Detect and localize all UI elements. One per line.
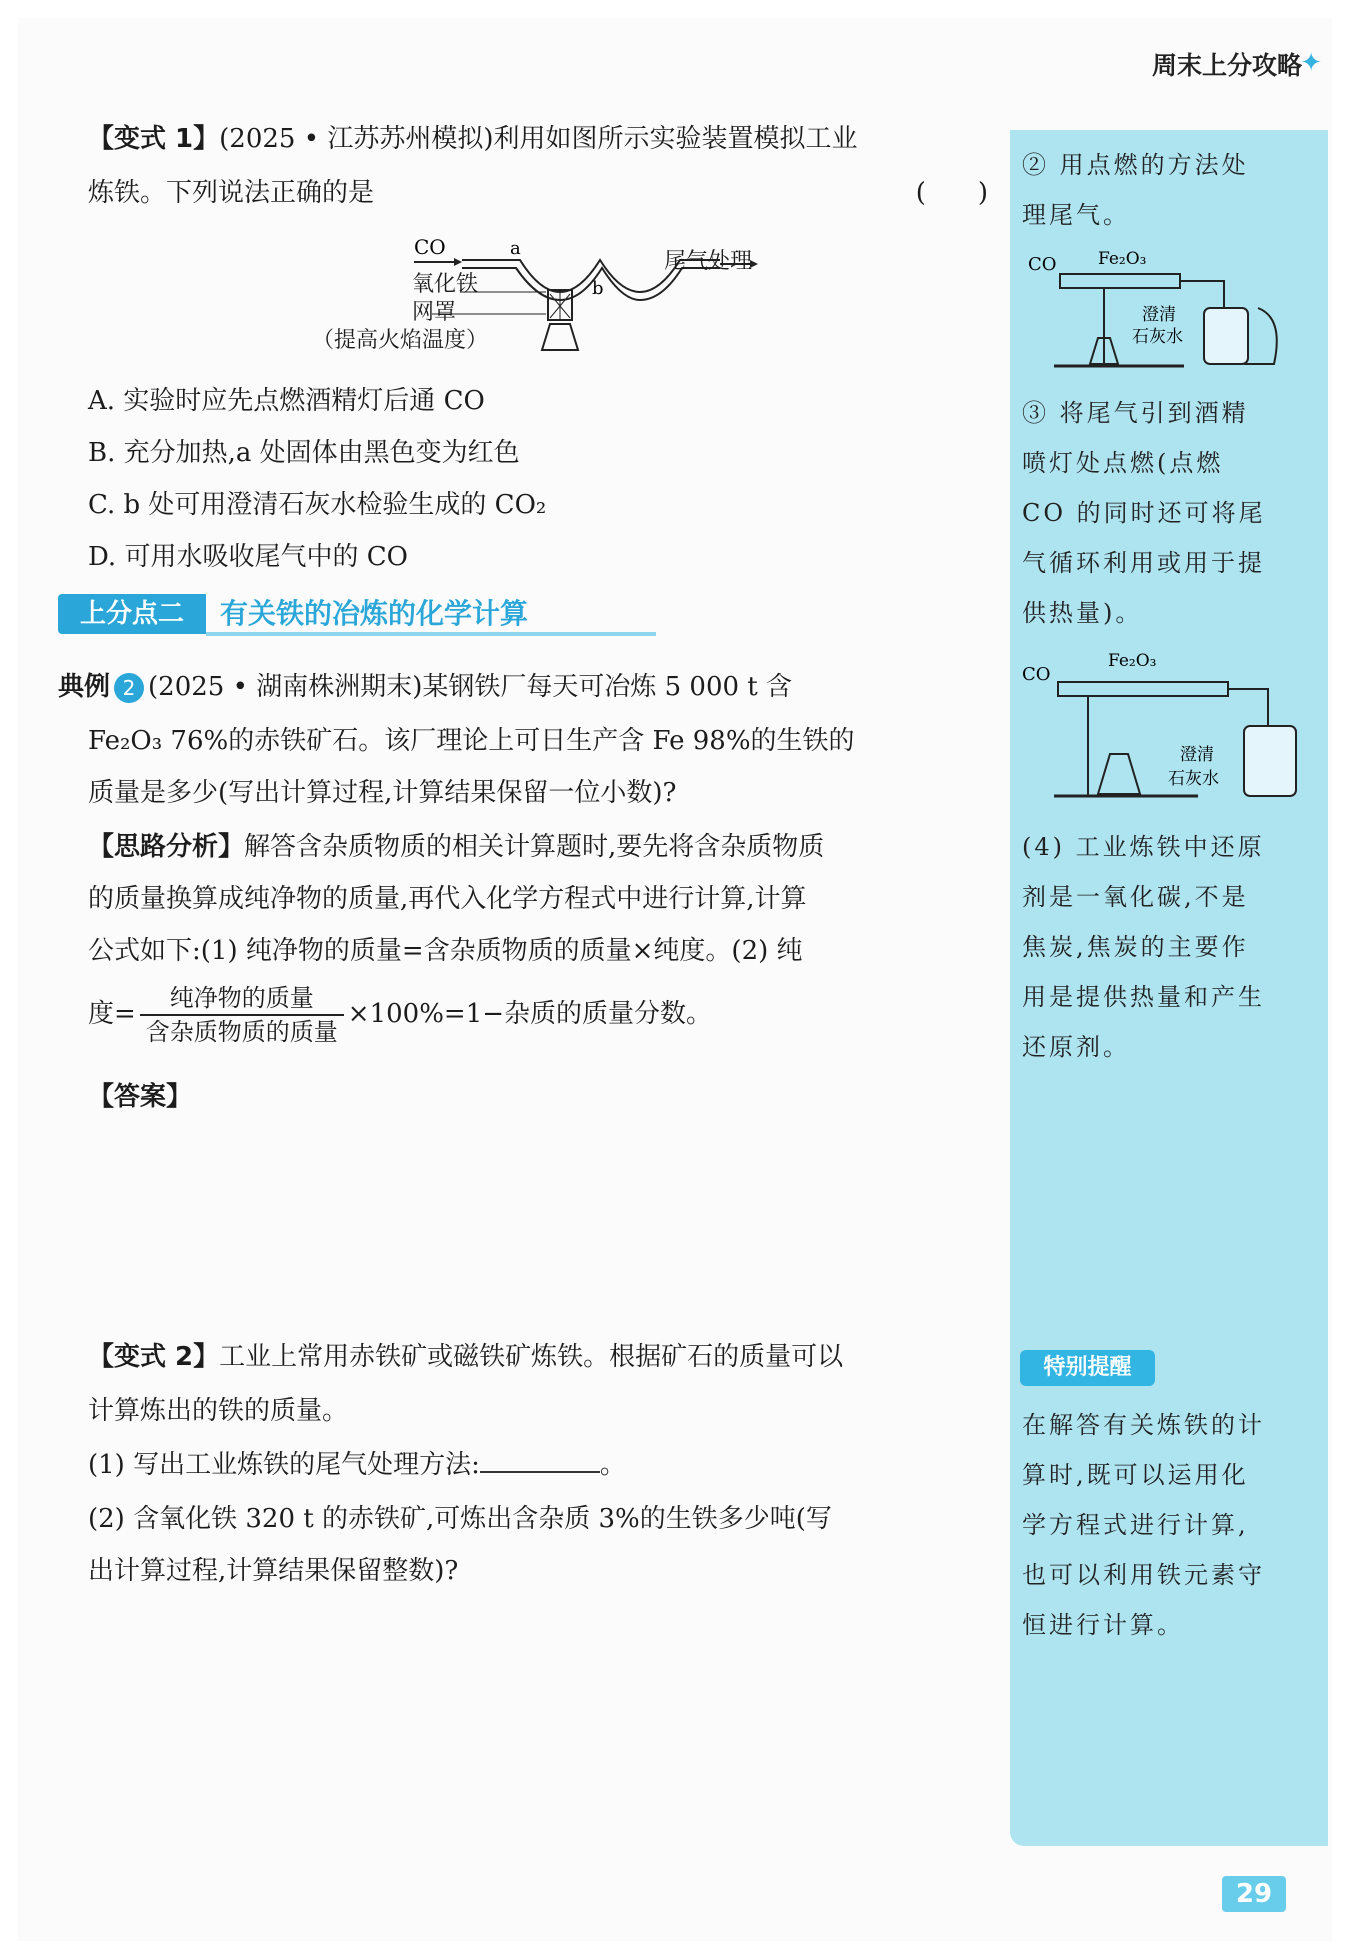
sb-fig1-pipe [1180, 281, 1224, 308]
example-label: 典例 [58, 672, 111, 702]
variant1-stem-line2 [88, 172, 988, 209]
sidebar-p2 [1022, 388, 1322, 638]
variant1-stem1: 利用如图所示实验装置模拟工业 [493, 124, 858, 154]
variant1-stem2: 炼铁。下列说法正确的是 [88, 178, 375, 208]
analysis-line1 [88, 826, 988, 863]
variant2-tag: 【变式 2】 [88, 1342, 220, 1372]
sb-fig2-bottle [1244, 726, 1296, 796]
analysis-pre: 度= [88, 999, 136, 1029]
sidebar-p3 [1022, 822, 1322, 1072]
fig-mesh-label: 网罩 [412, 300, 457, 325]
alcohol-lamp [542, 324, 578, 350]
variant2-line2: 计算炼出的铁的质量。 [88, 1396, 349, 1426]
banner-underline [206, 632, 656, 636]
analysis-line3: 公式如下:(1) 纯净物的质量=含杂质物质的质量×纯度。(2) 纯 [88, 936, 803, 966]
variant2-q2b: 出计算过程,计算结果保留整数)? [88, 1556, 459, 1586]
sparkle-icon: ✦ [1300, 48, 1322, 78]
purity-fraction [140, 982, 344, 1048]
sidebar-p2-line1: ③ 将尾气引到酒精 [1022, 399, 1249, 427]
sb-fig2-lime1: 澄清 [1180, 745, 1214, 765]
example-number: 2 [114, 673, 144, 703]
header-title: 周末上分攻略 [1151, 51, 1302, 80]
sb-fig2-burner [1098, 754, 1140, 794]
section-tag: 上分点二 [58, 594, 206, 634]
sidebar-figure-1 [1024, 248, 1314, 378]
sidebar-figure-2 [1018, 646, 1308, 806]
sidebar-p2-line4: 气循环利用或用于提 [1022, 549, 1265, 577]
answer-paren: ( ) [915, 178, 988, 208]
fig-a-label: a [510, 238, 521, 259]
option-c: C. b 处可用澄清石灰水检验生成的 CO₂ [88, 490, 547, 520]
sidebar-p4-line1: 在解答有关炼铁的计 [1022, 1411, 1265, 1439]
sidebar-p3-line5: 还原剂。 [1022, 1033, 1130, 1061]
example-line2: Fe₂O₃ 76%的赤铁矿石。该厂理论上可日生产含 Fe 98%的生铁的 [88, 726, 855, 756]
fraction-numerator: 纯净物的质量 [140, 982, 344, 1016]
sidebar-p1-line2: 理尾气。 [1022, 201, 1130, 229]
sidebar-p3-line4: 用是提供热量和产生 [1022, 983, 1265, 1011]
co-arrow-head [454, 258, 462, 266]
sidebar-p4-line5: 恒进行计算。 [1022, 1611, 1184, 1639]
sidebar-p3-line2: 剂是一氧化碳,不是 [1022, 883, 1249, 911]
option-b: B. 充分加热,a 处固体由黑色变为红色 [88, 438, 520, 468]
q1-end: 。 [599, 1450, 626, 1480]
example-line1 [58, 666, 958, 703]
analysis-text1: 解答含杂质物质的相关计算题时,要先将含杂质物质 [244, 832, 825, 862]
fig-mesh-note: （提高火焰温度） [312, 328, 489, 353]
sb-fig1-tube [1060, 274, 1180, 288]
mesh-pattern [550, 290, 570, 320]
analysis-tag: 【思路分析】 [88, 832, 245, 862]
example-line3: 质量是多少(写出计算过程,计算结果保留一位小数)? [88, 778, 677, 808]
q1-text: (1) 写出工业炼铁的尾气处理方法: [88, 1450, 480, 1480]
sidebar-p3-line3: 焦炭,焦炭的主要作 [1022, 933, 1249, 961]
variant1-source: (2025 • 江苏苏州模拟) [219, 124, 494, 154]
sb-fig1-co: CO [1028, 254, 1057, 275]
sidebar-p4 [1022, 1400, 1322, 1650]
sb-fig2-pipe [1228, 689, 1268, 726]
analysis-line2: 的质量换算成纯净物的质量,再代入化学方程式中进行计算,计算 [88, 884, 807, 914]
sidebar-p1-line1: ② 用点燃的方法处 [1022, 151, 1249, 179]
answer-tag: 【答案】 [88, 1082, 193, 1112]
sb-fig2-tube [1058, 682, 1228, 696]
variant1-tag: 【变式 1】 [88, 124, 220, 154]
sb-fig2-fe2o3: Fe₂O₃ [1108, 651, 1157, 671]
fig-b-label: b [592, 278, 604, 299]
section-title: 有关铁的冶炼的化学计算 [220, 597, 529, 630]
sidebar-p4-line4: 也可以利用铁元素守 [1022, 1561, 1265, 1589]
sb-fig1-lime2: 石灰水 [1132, 327, 1183, 347]
sidebar-p1 [1022, 140, 1322, 240]
variant2-stem1: 工业上常用赤铁矿或磁铁矿炼铁。根据矿石的质量可以 [219, 1342, 844, 1372]
q1-answer-blank[interactable] [480, 1447, 600, 1473]
variant2-line1 [88, 1336, 988, 1373]
fig-co-label: CO [414, 235, 446, 259]
sidebar-p2-line5: 供热量)。 [1022, 599, 1143, 627]
sb-fig1-fe2o3: Fe₂O₃ [1098, 249, 1147, 269]
special-reminder-tag: 特别提醒 [1020, 1350, 1155, 1386]
page-number: 29 [1222, 1876, 1286, 1912]
sidebar-p2-line3: CO 的同时还可将尾 [1022, 499, 1266, 527]
sidebar-p4-line3: 学方程式进行计算, [1022, 1511, 1249, 1539]
example-text1: (2025 • 湖南株洲期末)某钢铁厂每天可冶炼 5 000 t 含 [148, 672, 793, 702]
variant2-q2a: (2) 含氧化铁 320 t 的赤铁矿,可炼出含杂质 3%的生铁多少吨(写 [88, 1504, 832, 1534]
fig-iron-oxide-label: 氧化铁 [412, 272, 479, 297]
sb-fig1-lime1: 澄清 [1142, 305, 1176, 325]
sb-fig1-bottle [1204, 308, 1248, 364]
variant1-stem-line1 [88, 118, 988, 155]
fraction-denominator: 含杂质物质的质量 [145, 1018, 338, 1046]
sidebar-p2-line2: 喷灯处点燃(点燃 [1022, 449, 1224, 477]
sidebar-p3-line1: (4) 工业炼铁中还原 [1022, 833, 1265, 861]
fig-exhaust-label: 尾气处理 [664, 249, 753, 274]
analysis-line4 [88, 982, 988, 1048]
option-d: D. 可用水吸收尾气中的 CO [88, 542, 408, 572]
option-a: A. 实验时应先点燃酒精灯后通 CO [88, 386, 485, 416]
analysis-post: ×100%=1−杂质的质量分数。 [347, 999, 713, 1029]
sb-fig2-lime2: 石灰水 [1168, 769, 1219, 789]
sidebar-p4-line2: 算时,既可以运用化 [1022, 1461, 1249, 1489]
sb-fig2-co: CO [1022, 664, 1051, 685]
variant2-q1 [88, 1444, 988, 1481]
